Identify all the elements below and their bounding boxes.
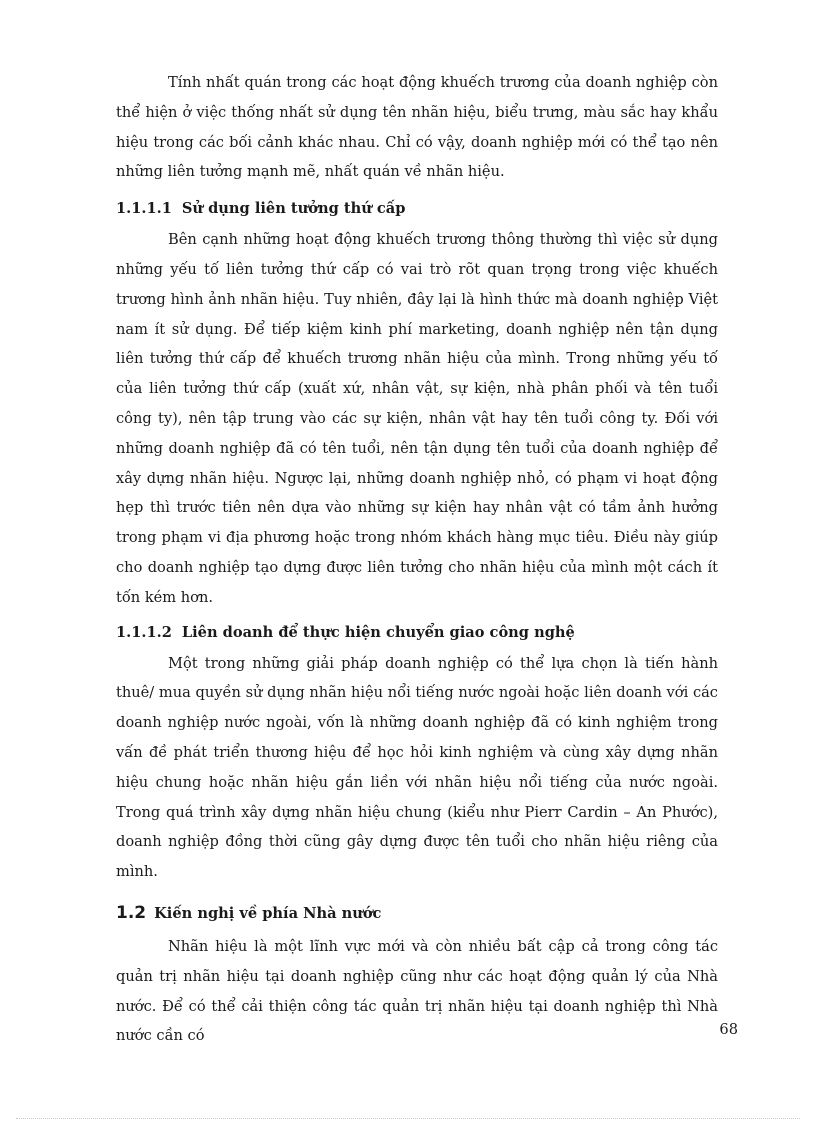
- heading-secondary-associations: [116, 195, 718, 223]
- page-body: [116, 68, 718, 1051]
- page-number: 68: [719, 1021, 738, 1038]
- paragraph-secondary-associations: Bên cạnh những hoạt động khuếch trương thông thường thì việc sử dụng những yếu tố liên tưởng thứ cấp có vai trò rõt quan trọng trong việc khuếch trương hình ảnh nhãn hiệu. Tuy nhiên, đây lại là hình thức mà doanh nghiệp Việt nam ít sử dụng. Để tiếp kiệm kinh phí marketing, doanh nghiệp nên tận dụng liên tưởng thứ cấp để khuếch trương nhãn hiệu của mình. Trong những yếu tố của liên tưởng thứ cấp (xuất xứ, nhân vật, sự kiện, nhà phân phối và tên tuổi công ty), nên tập trung vào các sự kiện, nhân vật hay tên tuổi công ty. Đối với những doanh nghiệp đã có tên tuổi, nên tận dụng tên tuổi của doanh nghiệp để xây dựng nhãn hiệu. Ngược lại, những doanh nghiệp nhỏ, có phạm vi hoạt động hẹp thì trước tiên nên dựa vào những sự kiện hay nhân vật có tầm ảnh hưởng trong phạm vi địa phương hoặc trong nhóm khách hàng mục tiêu. Điều này giúp cho doanh nghiệp tạo dựng được liên tưởng cho nhãn hiệu của mình một cách ít tốn kém hơn.: [116, 231, 718, 606]
- heading-title: Kiến nghị về phía Nhà nước: [154, 904, 382, 922]
- heading-joint-venture: [116, 619, 718, 647]
- heading-number: 1.1.1.2: [116, 623, 172, 641]
- heading-number: 1.2: [116, 902, 147, 923]
- heading-number: 1.1.1.1: [116, 200, 172, 218]
- heading-title: Liên doanh để thực hiện chuyển giao công nghệ: [181, 623, 575, 641]
- paragraph-consistency: Tính nhất quán trong các hoạt động khuếch trương của doanh nghiệp còn thể hiện ở việc thống nhất sử dụng tên nhãn hiệu, biểu trưng, màu sắc hay khẩu hiệu trong các bối cảnh khác nhau. Chỉ có vậy, doanh nghiệp mới có thể tạo nên những liên tưởng mạnh mẽ, nhất quán về nhãn hiệu.: [116, 74, 718, 181]
- paragraph-joint-venture: Một trong những giải pháp doanh nghiệp có thể lựa chọn là tiến hành thuê/ mua quyền sử dụng nhãn hiệu nổi tiếng nước ngoài hoặc liên doanh với các doanh nghiệp nước ngoài, vốn là những doanh nghiệp đã có kinh nghiệm trong vấn đề phát triển thương hiệu để học hỏi kinh nghiệm và cùng xây dựng nhãn hiệu chung hoặc nhãn hiệu gắn liền với nhãn hiệu nổi tiếng của nước ngoài. Trong quá trình xây dựng nhãn hiệu chung (kiểu như Pierr Cardin – An Phước), doanh nghiệp đồng thời cũng gây dựng được tên tuổi cho nhãn hiệu riêng của mình.: [116, 654, 718, 881]
- heading-state-recommendations: [116, 899, 718, 928]
- heading-title: Sử dụng liên tưởng thứ cấp: [181, 200, 406, 218]
- page-bottom-divider: [16, 1118, 800, 1119]
- paragraph-state-recommendations: Nhãn hiệu là một lĩnh vực mới và còn nhiều bất cập cả trong công tác quản trị nhãn hiệu tại doanh nghiệp cũng như các hoạt động quản lý của Nhà nước. Để có thể cải thiện công tác quản trị nhãn hiệu tại doanh nghiệp thì Nhà nước cần có: [116, 937, 718, 1045]
